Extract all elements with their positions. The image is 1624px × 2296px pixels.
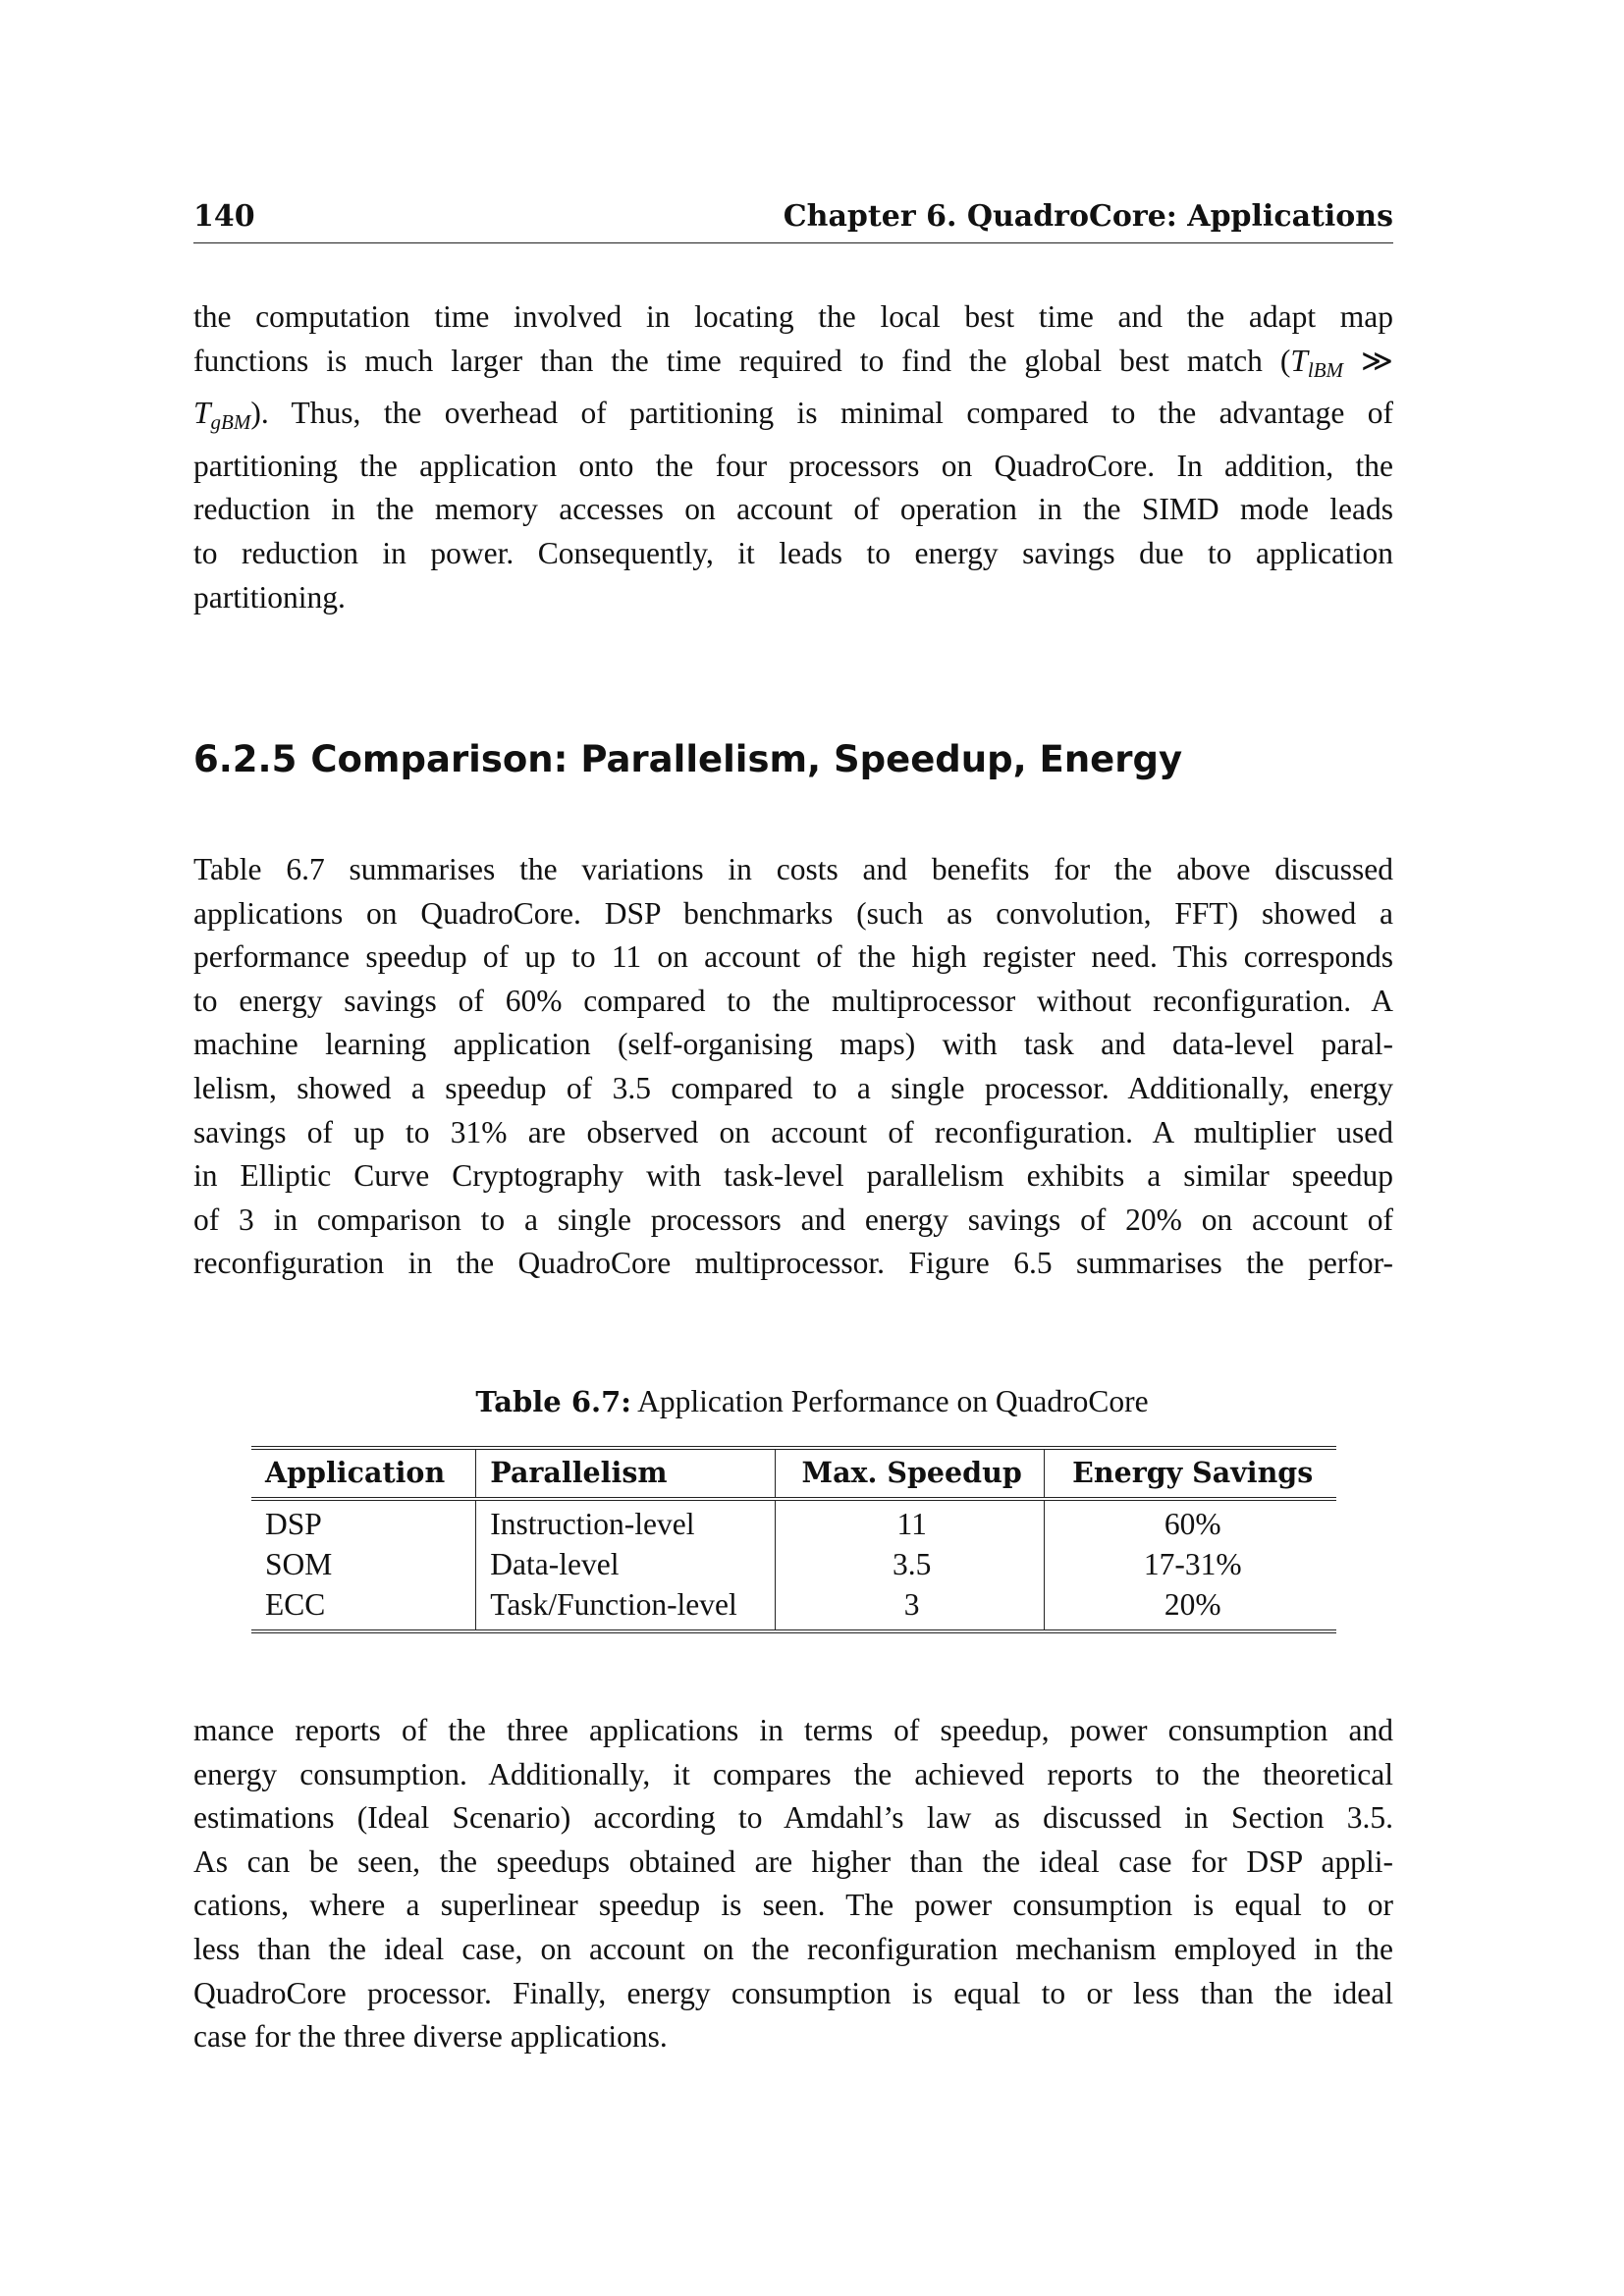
- text-line: to energy savings of 60% compared to the multiprocessor without reconfiguration. A: [193, 983, 1393, 1018]
- text-fragment: functions is much larger than the time required to find the global best match (: [193, 343, 1291, 378]
- header-max-speedup: Max. Speedup: [775, 1448, 1045, 1499]
- text-line: partitioning the application onto the four processors on QuadroCore. In addition, the: [193, 448, 1393, 483]
- header-energy-savings: Energy Savings: [1045, 1448, 1336, 1499]
- performance-table: [251, 1446, 1336, 1633]
- text-line: energy consumption. Additionally, it compares the achieved reports to the theoretical: [193, 1756, 1393, 1791]
- header-parallelism: Parallelism: [476, 1448, 776, 1499]
- header-application: Application: [251, 1448, 476, 1499]
- math-t-gbm: T: [193, 396, 211, 431]
- cell-application: ECC: [265, 1586, 326, 1622]
- page-number: 140: [193, 199, 255, 234]
- text-line: partitioning.: [193, 579, 346, 614]
- math-subscript-lbm: lBM: [1307, 357, 1344, 382]
- cell-max-speedup: 11: [775, 1499, 1045, 1544]
- text-line: reconfiguration in the QuadroCore multiprocessor. Figure 6.5 summarises the perfor-: [193, 1246, 1393, 1281]
- text-line: of 3 in comparison to a single processors and energy savings of 20% on account of: [193, 1201, 1393, 1237]
- text-fragment: ). Thus, the overhead of partitioning is minimal compared to the advantage of: [250, 396, 1393, 431]
- paragraph-2: [193, 848, 1393, 1286]
- text-line: Table 6.7 summarises the variations in costs and benefits for the above discussed: [193, 852, 1393, 886]
- text-line: reduction in the memory accesses on account of operation in the SIMD mode leads: [193, 492, 1393, 527]
- text-line: to reduction in power. Consequently, it leads to energy savings due to application: [193, 535, 1393, 570]
- math-much-greater: ≫: [1361, 343, 1394, 378]
- cell-parallelism: Task/Function-level: [476, 1584, 776, 1631]
- cell-max-speedup: 3: [775, 1584, 1045, 1631]
- text-line: mance reports of the three applications in terms of speedup, power consumption and: [193, 1713, 1393, 1747]
- math-t-lbm: T: [1290, 343, 1308, 378]
- paragraph-1: [193, 295, 1393, 619]
- table-caption: [0, 1384, 1624, 1419]
- text-line: [193, 340, 1393, 393]
- text-line: applications on QuadroCore. DSP benchmarks (such as convolution, FFT) showed a: [193, 895, 1393, 931]
- cell-parallelism: Data-level: [476, 1544, 776, 1584]
- chapter-title: Chapter 6. QuadroCore: Applications: [783, 199, 1393, 234]
- text-line: QuadroCore processor. Finally, energy consumption is equal to or less than the ideal: [193, 1975, 1393, 2010]
- text-line: cations, where a superlinear speedup is seen. The power consumption is equal to or: [193, 1888, 1393, 1923]
- table-caption-label: Table 6.7:: [475, 1385, 631, 1418]
- table-row: [251, 1544, 1336, 1584]
- section-heading: [193, 738, 1182, 780]
- cell-application: DSP: [265, 1506, 322, 1541]
- text-line: in Elliptic Curve Cryptography with task-level parallelism exhibits a similar speedup: [193, 1158, 1393, 1194]
- table-row: [251, 1584, 1336, 1631]
- table-header-row: [251, 1448, 1336, 1499]
- section-number: 6.2.5: [193, 738, 298, 780]
- cell-energy-savings: 20%: [1045, 1584, 1336, 1631]
- text-line: machine learning application (self-organising maps) with task and data-level paral-: [193, 1027, 1393, 1062]
- text-line: performance speedup of up to 11 on account of the high register need. This corresponds: [193, 939, 1393, 975]
- cell-application: SOM: [265, 1546, 333, 1581]
- table-caption-text: Application Performance on QuadroCore: [637, 1384, 1149, 1418]
- cell-max-speedup: 3.5: [775, 1544, 1045, 1584]
- text-line: less than the ideal case, on account on the reconfiguration mechanism employed in the: [193, 1931, 1393, 1966]
- text-line: case for the three diverse applications.: [193, 2019, 668, 2055]
- section-title: Comparison: Parallelism, Speedup, Energy: [310, 738, 1183, 780]
- text-line: savings of up to 31% are observed on account of reconfiguration. A multiplier used: [193, 1114, 1393, 1149]
- text-line: lelism, showed a speedup of 3.5 compared to a single processor. Additionally, energy: [193, 1070, 1393, 1105]
- cell-parallelism: Instruction-level: [476, 1499, 776, 1544]
- math-subscript-gbm: gBM: [210, 410, 251, 435]
- text-line: estimations (Ideal Scenario) according to Amdahl’s law as discussed in Section 3.5.: [193, 1800, 1393, 1836]
- table-row: [251, 1499, 1336, 1544]
- text-line: the computation time involved in locating the local best time and the adapt map: [193, 299, 1393, 334]
- text-line: As can be seen, the speedups obtained are higher than the ideal case for DSP appli-: [193, 1843, 1393, 1879]
- paragraph-3: [193, 1709, 1393, 2059]
- text-line: [193, 392, 1393, 445]
- running-header: [193, 199, 1393, 243]
- cell-energy-savings: 60%: [1045, 1499, 1336, 1544]
- cell-energy-savings: 17-31%: [1045, 1544, 1336, 1584]
